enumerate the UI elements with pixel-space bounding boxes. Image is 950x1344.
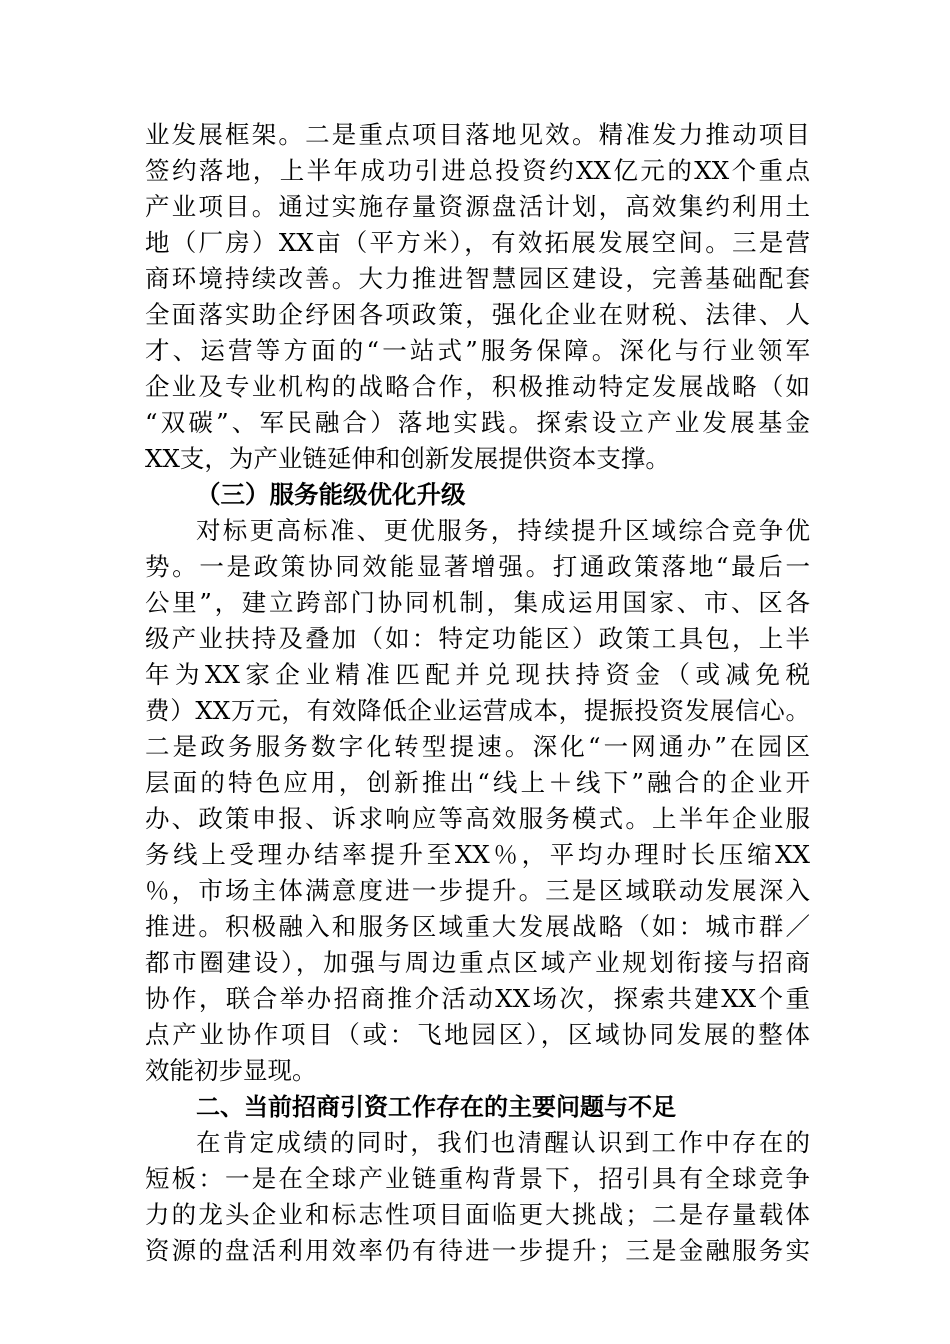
body-text-line: ％，市场主体满意度进一步提升。三是区域联动发展深入: [145, 876, 810, 905]
body-text-line: 年为XX家企业精准匹配并兑现扶持资金（或减免税: [145, 660, 810, 689]
body-text-line: 势。一是政策协同效能显著增强。打通政策落地“最后一: [145, 552, 810, 581]
body-text-line: 层面的特色应用，创新推出“线上＋线下”融合的企业开: [145, 768, 810, 797]
body-text-line: 都市圈建设），加强与周边重点区域产业规划衔接与招商: [145, 948, 810, 977]
body-text-line: 务线上受理办结率提升至XX％，平均办理时长压缩XX: [145, 840, 810, 869]
section-subheading: （三）服务能级优化升级: [196, 480, 466, 509]
body-text-line: 在肯定成绩的同时，我们也清醒认识到工作中存在的: [196, 1128, 810, 1157]
body-text-line: 签约落地，上半年成功引进总投资约XX亿元的XX个重点: [145, 156, 810, 185]
body-text-line: 商环境持续改善。大力推进智慧园区建设，完善基础配套: [145, 264, 810, 293]
body-text-line: 短板：一是在全球产业链重构背景下，招引具有全球竞争: [145, 1164, 810, 1193]
body-text-line: 资源的盘活利用效率仍有待进一步提升；三是金融服务实: [145, 1236, 810, 1265]
body-text-line: 二是政务服务数字化转型提速。深化“一网通办”在园区: [145, 732, 810, 761]
section-heading: 二、当前招商引资工作存在的主要问题与不足: [196, 1093, 676, 1121]
body-text-line: 费）XX万元，有效降低企业运营成本，提振投资发展信心。: [145, 696, 810, 725]
body-text-line: 才、运营等方面的“一站式”服务保障。深化与行业领军: [145, 336, 810, 365]
body-text-line: 点产业协作项目（或：飞地园区），区域协同发展的整体: [145, 1020, 810, 1049]
body-text-line: 公里”，建立跨部门协同机制，集成运用国家、市、区各: [145, 588, 810, 617]
body-text-line: 产业项目。通过实施存量资源盘活计划，高效集约利用土: [145, 192, 810, 221]
body-text-line: 力的龙头企业和标志性项目面临更大挑战；二是存量载体: [145, 1200, 810, 1229]
body-text-line: 业发展框架。二是重点项目落地见效。精准发力推动项目: [145, 120, 810, 149]
body-text-line: 企业及专业机构的战略合作，积极推动特定发展战略（如: [145, 372, 810, 401]
body-text-line: “双碳”、军民融合）落地实践。探索设立产业发展基金: [145, 408, 810, 437]
body-text-line: 地（厂房）XX亩（平方米），有效拓展发展空间。三是营: [145, 228, 810, 257]
body-text-line: 级产业扶持及叠加（如：特定功能区）政策工具包，上半: [145, 624, 810, 653]
body-text-line: 全面落实助企纾困各项政策，强化企业在财税、法律、人: [145, 300, 810, 329]
body-text-line: 协作，联合举办招商推介活动XX场次，探索共建XX个重: [145, 984, 810, 1013]
body-text-line: 效能初步显现。: [145, 1056, 317, 1085]
body-text-line: 对标更高标准、更优服务，持续提升区域综合竞争优: [196, 516, 810, 545]
body-text-line: 推进。积极融入和服务区域重大发展战略（如：城市群／: [145, 912, 810, 941]
body-text-line: XX支，为产业链延伸和创新发展提供资本支撑。: [145, 444, 670, 473]
body-text-line: 办、政策申报、诉求响应等高效服务模式。上半年企业服: [145, 804, 810, 833]
